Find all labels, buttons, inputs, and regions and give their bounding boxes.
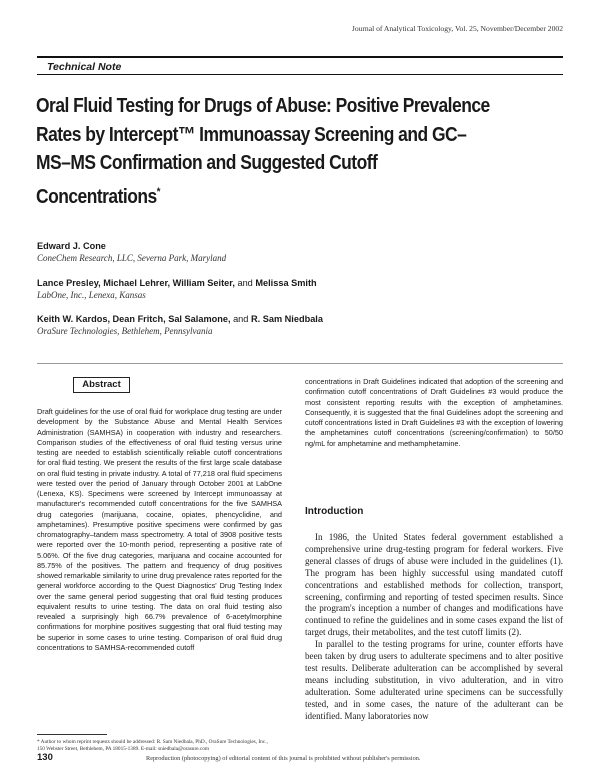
footnote: * Author to whom reprint requests should be addressed: R. Sam Niedbala, PhD., OraSure Technologies, Inc., 150 Webster Street, Bethlehem, PA 18015-1389. E-mail: sniedbala@orasure.com <box>37 739 268 752</box>
introduction-paragraph: In 1986, the United States federal government established a comprehensive urine drug-testing program for federal workers. Five general classes of drugs of abuse were included in the guidelines (1). The program has been highly successful using mandated cutoff concentrations and established methods for collection, transport, screening, confirming and reporting of tested specimen results. Since the program's inception a number of changes and modifications have continued to refine the guidelines and in some cases expand the list of target drugs, their metabolites, and the test cutoff limits (2). <box>305 532 563 638</box>
divider <box>37 363 563 364</box>
journal-citation: Journal of Analytical Toxicology, Vol. 25, November/December 2002 <box>351 24 563 33</box>
introduction-heading: Introduction <box>305 506 364 517</box>
article-title-text: Oral Fluid Testing for Drugs of Abuse: Positive Prevalence Rates by Intercept™ Immunoassay Screening and GC–MS–MS Confirmation and Suggested Cutoff Concentrations <box>36 95 490 208</box>
title-footnote-marker: * <box>156 185 160 198</box>
page-number: 130 <box>37 752 53 763</box>
introduction-paragraph: In parallel to the testing programs for urine, counter efforts have been taken by drug users to adulterate specimens and to alter positive test results. Deliberate adulteration can be accomplished by several means including substitution, in vivo adulteration, and in vitro adulteration. Some adulterated urine specimens can be successfully tested, and in some cases, the nature of the adulterant can be identified. Many laboratories now <box>305 639 563 721</box>
author-affiliation: OraSure Technologies, Bethlehem, Pennsylvania <box>37 326 213 336</box>
author-list <box>37 240 557 350</box>
author-last-name: Melissa Smith <box>255 277 317 288</box>
left-column <box>37 407 282 653</box>
article-title <box>36 92 492 211</box>
section-label: Technical Note <box>47 61 122 73</box>
introduction-body <box>305 532 563 723</box>
and-conjunction: and <box>237 277 253 288</box>
author-names <box>37 240 557 252</box>
footnote-rule <box>37 734 107 735</box>
author-names-text: Lance Presley, Michael Lehrer, William Seiter, <box>37 277 235 288</box>
and-conjunction: and <box>233 314 249 324</box>
abstract-continued: concentrations in Draft Guidelines indicated that adoption of the screening and confirmation cutoff concentrations of Draft Guidelines #3 would produce the most consistent reporting results with the exception of amphetamines. Consequently, it is suggested that the final Guidelines adopt the screening and cutoff concentrations listed in Draft Guidelines #3 with the exception of lowering the amphetamines cutoff concentrations (screening/confirmation) to 50/50 ng/mL for amphetamine and methamphetamine. <box>305 377 563 448</box>
author-affiliation: ConeChem Research, LLC, Severna Park, Maryland <box>37 253 227 263</box>
reproduction-notice: Reproduction (photocopying) of editorial content of this journal is prohibited without publisher's permission. <box>146 755 421 762</box>
section-banner <box>37 56 563 75</box>
author-group <box>37 240 557 264</box>
author-names <box>37 277 557 289</box>
author-names-text: Keith W. Kardos, Dean Fritch, Sal Salamone, <box>37 314 231 324</box>
right-column <box>305 377 563 449</box>
author-names-text: Edward J. Cone <box>37 241 106 251</box>
author-names <box>37 313 557 325</box>
abstract-text: Draft guidelines for the use of oral fluid for workplace drug testing are under development by the Substance Abuse and Mental Health Services Administration (SAMHSA) in cooperation with industry and researchers. Comparison studies of the effectiveness of oral fluid testing versus urine testing are needed to establish scientifically reliable cutoff concentrations for oral fluid testing. We present the results of the first large scale database on oral fluid testing in private industry. A total of 77,218 oral fluid specimens were tested over the period of January through October 2001 at LabOne (Lenexa, KS). Specimens were screened by Intercept immunoassay at manufacturer's recommended cutoff concentrations for the five SAMHSA drug categories (marijuana, cocaine, opiates, phencyclidine, and amphetamines). Presumptive positive specimens were confirmed by gas chromatography–tandem mass spectrometry. A total of 3908 positive tests were reported over the 10-month period, representing a positive rate of 5.06%. Of the five drug categories, marijuana and cocaine accounted for 85.75% of the positives. The pattern and frequency of drug positives showed remarkable similarity to urine drug prevalence rates reported for the general workforce according to the Quest Diagnostics' Drug Testing Index over the same general period suggesting that oral fluid testing produces equivalent results to urine testing. The data on oral fluid testing also revealed a surprisingly high 66.7% prevalence of 6-acetylmorphine confirmations for morphine positives suggesting that oral fluid testing may be superior in some cases to urine testing. Comparison of oral fluid drug concentrations to SAMHSA-recommended cutoff <box>37 407 282 652</box>
author-last-name: R. Sam Niedbala <box>250 314 323 324</box>
author-group <box>37 277 557 301</box>
author-affiliation: LabOne, Inc., Lenexa, Kansas <box>37 289 146 300</box>
abstract-heading: Abstract <box>73 377 130 393</box>
author-group <box>37 313 557 337</box>
